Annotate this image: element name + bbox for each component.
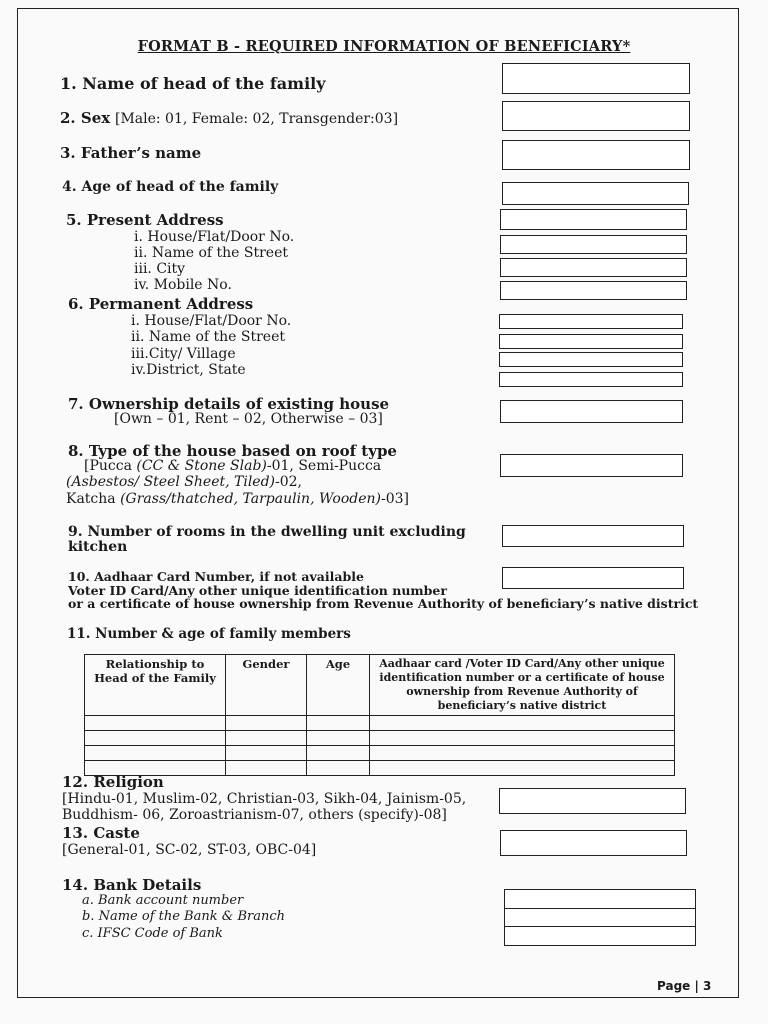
table-header-row — [85, 655, 675, 716]
q6-city-field[interactable] — [499, 352, 683, 367]
q2-row — [60, 109, 398, 127]
q10-line2: Voter ID Card/Any other unique identification number — [68, 583, 447, 598]
q8-line2 — [66, 474, 302, 490]
q14-bank-branch-field[interactable] — [504, 908, 696, 927]
table-row — [85, 761, 675, 776]
q6-item-house: i. House/Flat/Door No. — [131, 313, 292, 329]
q3-father-name-field[interactable] — [502, 140, 690, 170]
family-members-table — [84, 654, 675, 776]
cell-id[interactable] — [370, 731, 675, 746]
q8-line1-a: [Pucca — [84, 458, 137, 474]
q7-label: 7. Ownership details of existing house — [68, 395, 390, 413]
cell-age[interactable] — [307, 761, 370, 776]
q1-name-field[interactable] — [502, 63, 690, 94]
cell-age[interactable] — [307, 731, 370, 746]
q10-aadhaar-field[interactable] — [502, 567, 684, 589]
q6-item-street: ii. Name of the Street — [131, 329, 286, 345]
q6-label: 6. Permanent Address — [68, 295, 254, 313]
q6-street-field[interactable] — [499, 334, 683, 349]
q4-age-field[interactable] — [502, 182, 689, 205]
q5-house-field[interactable] — [500, 235, 687, 254]
q13-line1: [General-01, SC-02, ST-03, OBC-04] — [62, 842, 317, 858]
q12-line2: Buddhism- 06, Zoroastrianism-07, others (specify)-08] — [62, 807, 447, 823]
q14-item-bank-branch: b. Name of the Bank & Branch — [82, 909, 285, 924]
q6-item-city: iii.City/ Village — [131, 346, 236, 362]
cell-gender[interactable] — [226, 746, 307, 761]
q14-item-ifsc: c. IFSC Code of Bank — [82, 926, 223, 941]
table-row — [85, 731, 675, 746]
q2-sex-field[interactable] — [502, 101, 690, 131]
col-gender-header: Gender — [226, 655, 307, 716]
cell-relationship[interactable] — [85, 716, 226, 731]
q14-item-account: a. Bank account number — [82, 893, 244, 908]
q12-label: 12. Religion — [62, 773, 164, 791]
q13-label: 13. Caste — [62, 824, 140, 842]
table-row — [85, 746, 675, 761]
col-age-header: Age — [307, 655, 370, 716]
q8-label: 8. Type of the house based on roof type — [68, 442, 397, 460]
q2-options: [Male: 01, Female: 02, Transgender:03] — [114, 111, 399, 127]
q5-label: 5. Present Address — [66, 211, 224, 229]
cell-gender[interactable] — [226, 761, 307, 776]
q3-label: 3. Father’s name — [60, 144, 202, 162]
q10-line3: or a certificate of house ownership from Revenue Authority of beneficiary’s native district — [68, 596, 699, 611]
form-title: FORMAT B - REQUIRED INFORMATION OF BENEFICIARY* — [137, 38, 631, 55]
table-row — [85, 716, 675, 731]
q13-caste-field[interactable] — [500, 830, 687, 856]
cell-id[interactable] — [370, 716, 675, 731]
q2-label: 2. Sex — [60, 109, 111, 127]
cell-relationship[interactable] — [85, 731, 226, 746]
q9-line2: kitchen — [68, 539, 128, 555]
q5-item-mobile: iv. Mobile No. — [134, 277, 232, 293]
q8-line1 — [84, 458, 381, 474]
q5-present-address-field[interactable] — [500, 209, 687, 230]
cell-age[interactable] — [307, 716, 370, 731]
q6-district-field[interactable] — [499, 372, 683, 387]
q8-line3-c: -03] — [381, 491, 410, 507]
q12-line1: [Hindu-01, Muslim-02, Christian-03, Sikh-04, Jainism-05, — [62, 791, 467, 807]
q1-label: 1. Name of head of the family — [60, 74, 326, 93]
cell-gender[interactable] — [226, 731, 307, 746]
q14-label: 14. Bank Details — [62, 876, 202, 894]
q6-item-district: iv.District, State — [131, 362, 246, 378]
q5-item-city: iii. City — [134, 261, 186, 277]
cell-id[interactable] — [370, 746, 675, 761]
q8-line2-a: (Asbestos/ Steel Sheet, Tiled) — [66, 474, 276, 490]
q8-line3-b: (Grass/thatched, Tarpaulin, Wooden) — [120, 491, 381, 507]
q7-ownership-field[interactable] — [500, 400, 683, 423]
q11-label: 11. Number & age of family members — [67, 626, 351, 642]
q8-line3-a: Katcha — [66, 491, 121, 507]
col-relationship-header: Relationship to Head of the Family — [85, 655, 226, 716]
q8-line2-b: -02, — [275, 474, 303, 490]
q5-item-street: ii. Name of the Street — [134, 245, 289, 261]
q12-religion-field[interactable] — [499, 788, 686, 814]
cell-id[interactable] — [370, 761, 675, 776]
q4-label: 4. Age of head of the family — [62, 179, 279, 195]
col-id-header: Aadhaar card /Voter ID Card/Any other unique identification number or a certificate of house ownership from Revenue Authority of beneficiary’s native district — [370, 655, 675, 716]
q6-house-field[interactable] — [499, 314, 683, 329]
q8-line3 — [66, 491, 409, 507]
cell-relationship[interactable] — [85, 746, 226, 761]
cell-age[interactable] — [307, 746, 370, 761]
q8-house-type-field[interactable] — [500, 454, 683, 477]
cell-gender[interactable] — [226, 716, 307, 731]
q5-street-field[interactable] — [500, 258, 687, 277]
q9-rooms-field[interactable] — [502, 525, 684, 547]
q8-line1-c: -01, Semi-Pucca — [266, 458, 382, 474]
q14-ifsc-field[interactable] — [504, 926, 696, 946]
q7-options: [Own – 01, Rent – 02, Otherwise – 03] — [114, 411, 383, 427]
q5-city-field[interactable] — [500, 281, 687, 300]
q8-line1-b: (CC & Stone Slab) — [136, 458, 267, 474]
q10-line1: 10. Aadhaar Card Number, if not available — [68, 569, 364, 584]
q9-line1: 9. Number of rooms in the dwelling unit excluding — [68, 524, 466, 540]
page-number: Page | 3 — [657, 979, 712, 993]
q5-item-house: i. House/Flat/Door No. — [134, 229, 295, 245]
q14-account-field[interactable] — [504, 889, 696, 909]
